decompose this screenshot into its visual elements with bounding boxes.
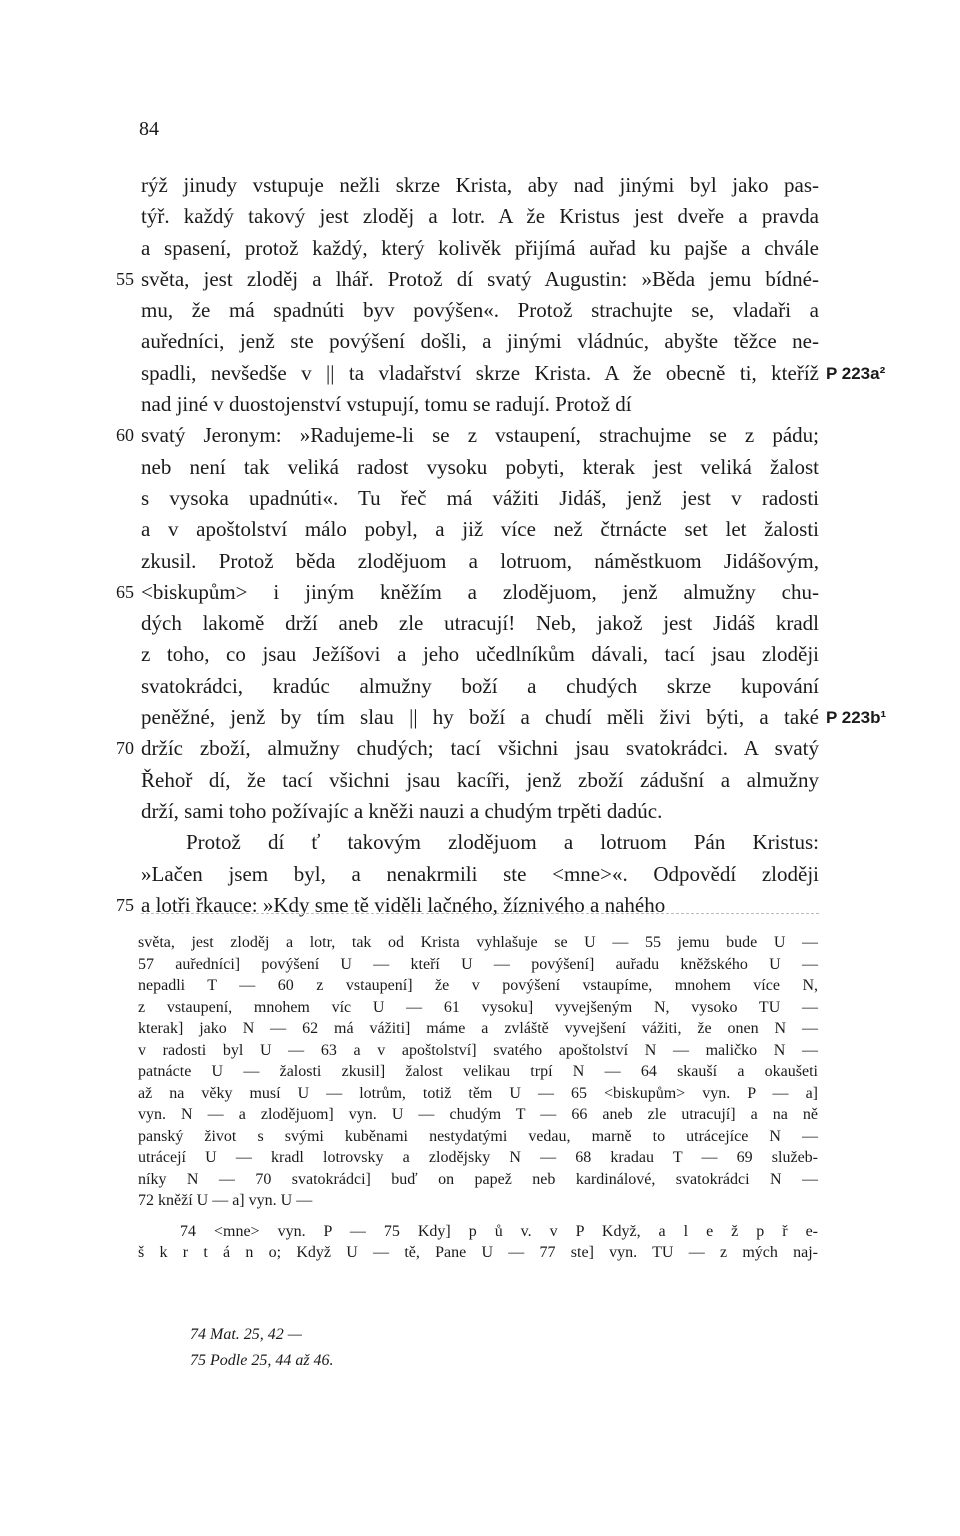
- apparatus-line: [0, 1169, 960, 1191]
- apparatus-text: níky N — 70 svatokrádci] buď on papež neb kardinálové, svatokrádci N —: [138, 1170, 818, 1188]
- line-text: mu, že má spadnúti byv povýšen«. Protož strachujte se, vladaři a: [141, 298, 819, 323]
- line-text: auředníci, jenž ste povýšení došli, a jinými vládnúc, abyšte těžce ne-: [141, 329, 819, 354]
- apparatus-text: utrácejí U — kradl lotrovsky a zlodějsky N — 68 kradau T — 69 služeb-: [138, 1149, 818, 1166]
- apparatus-line: [0, 1040, 960, 1062]
- text-line: [0, 358, 960, 389]
- apparatus-text: patnácte U — žalosti zkusil] žalost velikau trpí N — 64 skauší a okaušeti: [138, 1063, 818, 1080]
- line-number: 75: [116, 894, 134, 915]
- apparatus-line: [0, 1061, 960, 1083]
- text-line: [0, 639, 960, 670]
- text-line: [0, 452, 960, 483]
- text-line: [0, 733, 960, 764]
- text-line: [0, 577, 960, 608]
- line-text: svatý Jeronym: »Radujeme-li se z vstaupení, strachujme se z pádu;: [141, 423, 819, 448]
- line-text: týř. každý takový jest zloděj a lotr. A že Kristus jest dveře a pravda: [141, 204, 819, 229]
- line-text: spadli, nevšedše v || ta vladařství skrze Krista. A že obecně ti, kteříž: [141, 360, 819, 385]
- apparatus-line: [0, 1242, 960, 1264]
- text-line: [0, 264, 960, 295]
- line-text: a lotři řkauce: »Kdy sme tě viděli lačného, žíznivého a nahého: [141, 892, 666, 917]
- line-text: světa, jest zloděj a lhář. Protož dí svatý Augustin: »Běda jemu bídné-: [141, 266, 819, 291]
- line-text: z toho, co jsau Ježíšovi a jeho učedlníkům dávali, tací jsau zloději: [141, 642, 819, 667]
- apparatus-line: [0, 975, 960, 997]
- text-line: [0, 671, 960, 702]
- line-text: a spasení, protož každý, který kolivěk přijímá auřad ku pajše a chvále: [141, 235, 819, 260]
- line-text: dých lakomě drží aneb zle utracují! Neb, jakož jest Jidáš kradl: [141, 611, 819, 636]
- apparatus-line: [0, 997, 960, 1019]
- line-number: 70: [116, 738, 134, 759]
- line-text: <biskupům> i jiným kněžím a zlodějuom, jenž almužny chu-: [141, 579, 819, 604]
- source-text: 75 Podle 25, 44 až 46.: [190, 1352, 334, 1369]
- line-text: drží, sami toho požívajíc a kněži nauzi a chudým trpěti dadúc.: [141, 798, 663, 823]
- line-text: svatokrádci, kradúc almužny boží a chudých skrze kupování: [141, 673, 819, 698]
- apparatus-line: [0, 1018, 960, 1040]
- folio-reference: P 223a²: [826, 363, 886, 383]
- main-text: [0, 170, 960, 921]
- line-text: rýž jinudy vstupuje nežli skrze Krista, aby nad jinými byl jako pas-: [141, 173, 819, 197]
- apparatus-line: [0, 954, 960, 976]
- source-text: 74 Mat. 25, 42 —: [190, 1326, 302, 1343]
- text-line: [0, 796, 960, 827]
- text-line: [0, 295, 960, 326]
- apparatus-text: panský život s svými kuběnami nestydatými vedau, marně to utrácejíce N —: [138, 1127, 818, 1145]
- text-line: [0, 201, 960, 232]
- critical-apparatus: [0, 932, 960, 1264]
- apparatus-text: nepadli T — 60 z vstaupení] že v povýšení vstaupíme, mnohem více N,: [138, 977, 818, 994]
- line-text: Protož dí ť takovým zlodějuom a lotruom Pán Kristus:: [186, 830, 819, 855]
- text-line: [0, 326, 960, 357]
- apparatus-text: až na věky musí U — lotrům, totiž těm U — 65 <biskupům> vyn. P — a]: [138, 1084, 818, 1102]
- line-text: a v apoštolství málo pobyl, a již více než čtrnácte set let žalosti: [141, 517, 819, 542]
- text-line: [0, 420, 960, 451]
- apparatus-text: z vstaupení, mnohem víc U — 61 vysoku] vyvejšeným N, vysoko TU —: [138, 998, 818, 1016]
- text-line: [0, 389, 960, 420]
- text-line: [0, 233, 960, 264]
- apparatus-line: [0, 1126, 960, 1148]
- line-number: 65: [116, 581, 134, 602]
- folio-reference: P 223b¹: [826, 708, 887, 728]
- apparatus-text: v radosti byl U — 63 a v apoštolství] svatého apoštolství N — maličko N —: [138, 1041, 818, 1059]
- apparatus-text: 72 kněží U — a] vyn. U —: [138, 1192, 313, 1209]
- text-line: [0, 890, 960, 921]
- line-text: peněžné, jenž by tím slau || hy boží a chudí měli živi býti, a také: [141, 705, 819, 730]
- line-text: »Lačen jsem byl, a nenakrmili ste <mne>«. Odpovědí zloději: [141, 861, 819, 886]
- apparatus-text: 74 <mne> vyn. P — 75 Kdy] p ů v. v P Když, a l e ž p ř e-: [180, 1222, 818, 1240]
- apparatus-line: [0, 1083, 960, 1105]
- source-line: [0, 1322, 960, 1348]
- line-number: 55: [116, 268, 134, 289]
- line-text: neb není tak veliká radost vysoku pobyti, kterak jest veliká žalost: [141, 454, 819, 479]
- line-text: nad jiné v duostojenství vstupují, tomu se radují. Protož dí: [141, 392, 632, 417]
- line-text: s vysoka upadnúti«. Tu řeč má vážiti Jidáš, jenž jest v radosti: [141, 485, 819, 510]
- apparatus-text: vyn. N — a zlodějuom] vyn. U — chudým T — 66 aneb zle utracují] a na ně: [138, 1106, 818, 1123]
- line-text: zkusil. Protož běda zlodějuom a lotruom, náměstkuom Jidášovým,: [141, 548, 819, 573]
- footnote-separator: [141, 913, 819, 914]
- text-line: [0, 514, 960, 545]
- text-line: [0, 170, 960, 201]
- text-line: [0, 859, 960, 890]
- apparatus-line: [0, 1190, 960, 1212]
- line-text: držíc zboží, almužny chudých; tací všichni jsau svatokrádci. A svatý: [141, 736, 819, 761]
- text-line: [0, 483, 960, 514]
- apparatus-line: [0, 1221, 960, 1243]
- text-line: [0, 546, 960, 577]
- apparatus-line: [0, 932, 960, 954]
- apparatus-line: [0, 1147, 960, 1169]
- apparatus-text: kterak] jako N — 62 má vážiti] máme a zvláště vyvejšení vážiti, že onen N —: [138, 1020, 818, 1037]
- apparatus-text: světa, jest zloděj a lotr, tak od Krista vyhlašuje se U — 55 jemu bude U —: [138, 934, 818, 951]
- text-line: [0, 827, 960, 858]
- text-line: [0, 765, 960, 796]
- page-number: 84: [139, 118, 159, 140]
- line-text: Řehoř dí, že tací všichni jsau kacíři, jenž zboží zádušní a almužny: [141, 767, 819, 792]
- line-number: 60: [116, 425, 134, 446]
- apparatus-text: 57 auředníci] povýšení U — kteří U — povýšení] auřadu kněžského U —: [138, 955, 818, 973]
- apparatus-text: š k r t á n o; Když U — tě, Pane U — 77 ste] vyn. TU — z mých naj-: [138, 1244, 818, 1261]
- source-notes: [0, 1322, 960, 1374]
- text-line: [0, 702, 960, 733]
- text-line: [0, 608, 960, 639]
- apparatus-line: [0, 1104, 960, 1126]
- source-line: [0, 1348, 960, 1374]
